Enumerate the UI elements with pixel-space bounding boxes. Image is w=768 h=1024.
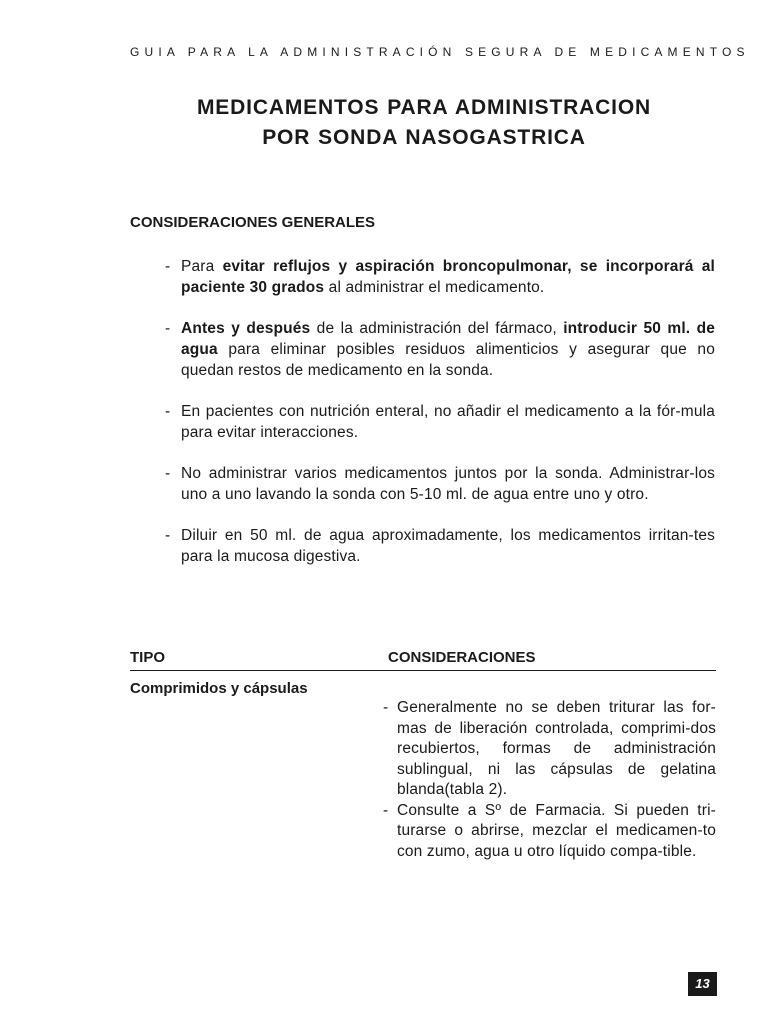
bullet-dash: - <box>165 527 171 544</box>
item-text: Generalmente no se deben triturar las for-mas de liberación controlada, comprimi-dos recubiertos, formas de administración sublingual, ni las cápsulas de gelatina blanda(tabla 2). <box>397 699 716 798</box>
item-emphasis: introducir 50 ml. de agua <box>181 320 715 358</box>
table-header <box>130 649 716 671</box>
section-heading-general: CONSIDERACIONES GENERALES <box>130 214 376 231</box>
list-item <box>165 401 715 443</box>
item-text: Diluir en 50 ml. de agua aproximadamente, los medicamentos irritan-tes para la mucosa digestiva. <box>181 527 715 565</box>
item-text: En pacientes con nutrición enteral, no añadir el medicamento a la fór-mula para evitar interacciones. <box>181 403 715 441</box>
bullet-dash: - <box>383 801 389 819</box>
title-line-2: POR SONDA NASOGASTRICA <box>262 126 586 149</box>
page-title <box>130 93 718 153</box>
title-line-1: MEDICAMENTOS PARA ADMINISTRACION <box>196 96 652 119</box>
item-text: al administrar el medicamento. <box>324 279 545 296</box>
column-header-consideraciones: CONSIDERACIONES <box>388 649 536 666</box>
item-text: Consulte a Sº de Farmacia. Si pueden tri-turarse o abrirse, mezclar el medicamen-to con zumo, agua u otro líquido compa-tible. <box>397 801 716 860</box>
bullet-dash: - <box>165 258 171 275</box>
list-item <box>165 256 715 298</box>
item-emphasis: Antes y después <box>181 320 311 337</box>
item-text: de la administración del fármaco, <box>310 320 564 337</box>
column-header-tipo: TIPO <box>130 649 166 666</box>
list-item <box>383 698 716 801</box>
list-item <box>165 463 715 505</box>
list-item <box>165 525 715 567</box>
table-row-tipo: Comprimidos y cápsulas <box>130 680 308 697</box>
bullet-dash: - <box>165 403 171 420</box>
item-text: No administrar varios medicamentos juntos por la sonda. Administrar-los uno a uno lavando la sonda con 5-10 ml. de agua entre uno y otro. <box>181 465 715 503</box>
list-item <box>165 318 715 381</box>
page-number-badge: 13 <box>688 972 717 996</box>
general-considerations-list <box>165 256 715 587</box>
item-text: Para <box>181 258 223 275</box>
bullet-dash: - <box>383 699 389 716</box>
item-emphasis: evitar reflujos y aspiración broncopulmonar, se incorporará al paciente 30 grados <box>181 258 715 296</box>
running-header: GUIA PARA LA ADMINISTRACIÓN SEGURA DE MEDICAMENTOS <box>130 45 750 59</box>
bullet-dash: - <box>165 320 171 337</box>
table-row-considerations <box>383 698 716 862</box>
list-item <box>383 801 716 863</box>
item-text: para eliminar posibles residuos alimenticios y asegurar que no quedan restos de medicamento en la sonda. <box>181 341 715 379</box>
bullet-dash: - <box>165 465 171 482</box>
